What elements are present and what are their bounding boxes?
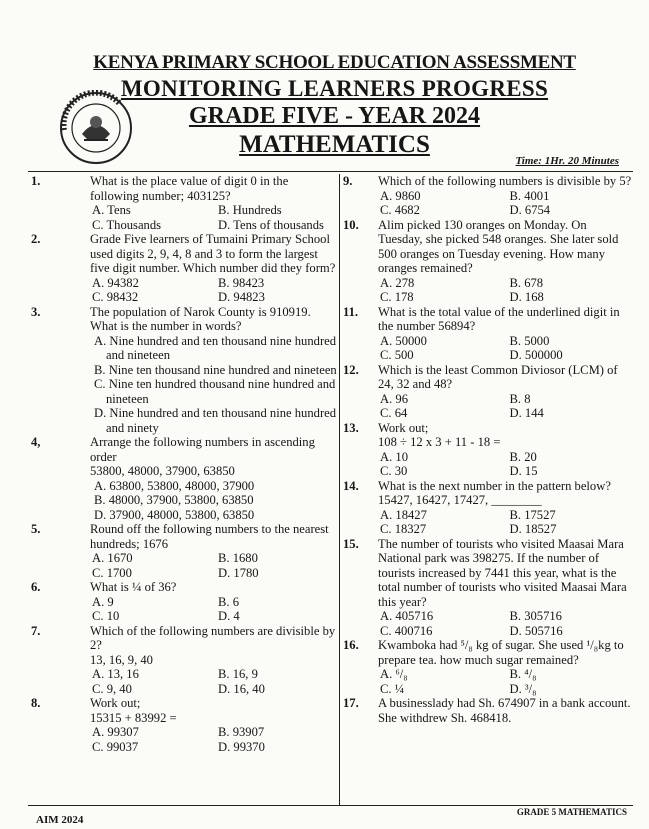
answer-option: A. Nine hundred and ten thousand nine hundred and nineteen: [94, 333, 337, 362]
footer-right: GRADE 5 MATHEMATICS: [516, 807, 627, 817]
question-number: 16.: [343, 638, 359, 652]
answer-option: A. 99307: [92, 725, 139, 739]
answer-option: A. 405716: [380, 609, 434, 623]
question-data: 15427, 16427, 17427, ________: [378, 493, 542, 507]
question-number: 4,: [31, 435, 41, 449]
question-number: 12.: [343, 362, 359, 377]
question-stem: Work out;: [378, 420, 429, 435]
answer-option: C. 18327: [380, 522, 427, 536]
question-stem: Which of the following numbers are divisible by 2?: [90, 623, 336, 652]
question: [28, 624, 338, 697]
question-stem: Kwamboka had ⁵/₈ kg of sugar. She used ¹/₈kg to prepare tea. how much sugar remained?: [378, 638, 624, 667]
question: [341, 363, 633, 421]
answer-option: C. 98432: [92, 290, 139, 304]
question-body: [378, 305, 633, 363]
question: [341, 479, 633, 537]
question-number: 17.: [343, 696, 359, 710]
question-number: 11.: [343, 304, 359, 319]
question-body: [378, 174, 633, 218]
question-body: [90, 522, 338, 580]
question-data: 13, 16, 9, 40: [90, 652, 153, 667]
question-body: [90, 232, 338, 305]
question: [341, 174, 633, 218]
time-allowed: Time: 1Hr. 20 Minutes: [515, 155, 619, 167]
question-stem: What is the place value of digit 0 in the following number; 403125?: [90, 174, 289, 203]
question-number: 8.: [31, 696, 41, 710]
answer-option: A. 9860: [380, 188, 421, 203]
question-body: [90, 305, 338, 436]
answer-option: B. 678: [509, 275, 544, 290]
answer-option: C. 4682: [380, 203, 420, 217]
question-number: 10.: [343, 217, 359, 232]
option-grid: [378, 450, 633, 479]
answer-option: B. 20: [509, 449, 537, 464]
question-stem: Work out;: [90, 696, 141, 710]
question-stem: Which of the following numbers is divisible by 5?: [378, 174, 632, 188]
answer-option: D. 4: [218, 609, 240, 623]
answer-option: C. ¼: [380, 681, 405, 696]
question-body: [378, 218, 633, 305]
answer-option: B. Nine ten thousand nine hundred and nineteen: [94, 362, 337, 377]
answer-option: A. 1670: [92, 551, 133, 565]
answer-option: C. 9, 40: [92, 681, 132, 696]
grade-year-title: GRADE FIVE - YEAR 2024: [188, 103, 481, 129]
answer-option: D. 99370: [218, 739, 265, 754]
question: [28, 305, 338, 436]
question-stem: What is the total value of the underlined digit in the number 56894?: [378, 304, 620, 333]
question-body: [90, 696, 338, 754]
answer-option: C. Nine ten hundred thousand nine hundred and nineteen: [94, 377, 336, 406]
answer-option: A. 10: [380, 449, 408, 464]
answer-option: C. 178: [380, 290, 414, 304]
answer-option: B. 8: [509, 391, 531, 406]
question-data: 53800, 48000, 37900, 63850: [90, 464, 235, 478]
answer-option: B. 16, 9: [218, 667, 258, 681]
answer-option: C. 500: [380, 348, 414, 362]
option-grid: [378, 609, 633, 638]
answer-option: D. Nine hundred and ten thousand nine hundred and ninety: [94, 406, 337, 435]
answer-option: A. 18427: [380, 507, 427, 522]
question-stem: Grade Five learners of Tumaini Primary School used digits 2, 9, 4, 8 and 3 to form the largest five digit number. Which number did they form?: [90, 232, 336, 275]
option-grid: [378, 189, 633, 218]
answer-option: A. 63800, 53800, 48000, 37900: [94, 478, 255, 493]
answer-option: D. 1780: [218, 565, 259, 580]
answer-option: A. 278: [380, 275, 415, 290]
question-number: 7.: [31, 623, 41, 638]
answer-option: A. 94382: [92, 275, 139, 290]
option-list: [90, 479, 338, 523]
right-question-column: [341, 174, 633, 725]
answer-option: D. 168: [509, 290, 544, 304]
answer-option: D. 505716: [509, 623, 563, 638]
answer-option: B. 48000, 37900, 53800, 63850: [94, 493, 254, 507]
question-stem: The number of tourists who visited Maasai Mara National park was 398275. If the number of tourists increased by 7441 this year, what is the total number of tourists who visited Maasai Mara this year?: [378, 536, 627, 609]
answer-option: D. 94823: [218, 290, 265, 304]
option-grid: [90, 276, 338, 305]
question-data: 108 ÷ 12 x 3 + 11 - 18 =: [378, 435, 501, 449]
question-number: 3.: [31, 304, 41, 319]
subject-title: MATHEMATICS: [239, 131, 430, 158]
answer-option: C. Thousands: [92, 217, 162, 232]
question: [28, 435, 338, 522]
answer-option: B. Hundreds: [218, 203, 282, 217]
answer-option: B. ⁴/₈: [509, 667, 537, 681]
option-grid: [378, 334, 633, 363]
answer-option: A. 50000: [380, 333, 427, 348]
column-divider: [339, 174, 340, 805]
question-stem: A businesslady had Sh. 674907 in a bank account. She withdrew Sh. 468418.: [378, 696, 631, 725]
question-number: 2.: [31, 232, 41, 246]
question-body: [90, 435, 338, 522]
question-body: [378, 696, 633, 725]
question-number: 5.: [31, 522, 41, 536]
answer-option: B. 5000: [509, 333, 550, 348]
answer-option: A. ⁶/₈: [380, 667, 408, 681]
answer-option: D. 144: [509, 406, 544, 420]
answer-option: C. 400716: [380, 623, 433, 638]
question: [341, 696, 633, 725]
option-grid: [378, 392, 633, 421]
answer-option: B. 98423: [218, 275, 265, 290]
question: [28, 580, 338, 624]
question-data: 15315 + 83992 =: [90, 710, 177, 725]
question-number: 15.: [343, 536, 359, 551]
question-stem: The population of Narok County is 910919. What is the number in words?: [90, 304, 311, 333]
question-stem: What is ¼ of 36?: [90, 580, 177, 594]
answer-option: D. 500000: [509, 348, 563, 362]
question-body: [378, 421, 633, 479]
option-list: [90, 334, 338, 436]
answer-option: D. ³/₈: [509, 681, 537, 696]
option-grid: [90, 595, 338, 624]
answer-option: A. Tens: [92, 203, 131, 217]
answer-option: B. 305716: [509, 609, 562, 623]
answer-option: A. 13, 16: [92, 667, 139, 681]
question-number: 13.: [343, 420, 359, 435]
answer-option: C. 10: [92, 609, 120, 623]
page-header: [0, 0, 649, 175]
question-number: 1.: [31, 174, 41, 188]
answer-option: D. Tens of thousands: [218, 217, 324, 232]
question-body: [378, 479, 633, 537]
program-title: MONITORING LEARNERS PROGRESS: [120, 76, 549, 101]
question-number: 14.: [343, 478, 359, 493]
footer-left: AIM 2024: [36, 814, 84, 826]
question-stem: What is the next number in the pattern below?: [378, 478, 611, 493]
option-grid: [378, 667, 633, 696]
question-body: [378, 363, 633, 421]
answer-option: D. 15: [509, 464, 538, 478]
question: [341, 218, 633, 305]
question: [28, 522, 338, 580]
question: [28, 174, 338, 232]
question: [28, 696, 338, 754]
question-body: [90, 174, 338, 232]
question-body: [90, 624, 338, 697]
bottom-rule: [28, 805, 633, 806]
option-grid: [378, 508, 633, 537]
answer-option: B. 17527: [509, 507, 556, 522]
answer-option: A. 9: [92, 594, 114, 609]
answer-option: D. 6754: [509, 203, 551, 217]
assessment-title: KENYA PRIMARY SCHOOL EDUCATION ASSESSMENT: [93, 52, 576, 73]
question-body: [378, 537, 633, 639]
question-stem: Round off the following numbers to the nearest hundreds; 1676: [90, 522, 329, 551]
option-grid: [90, 551, 338, 580]
question: [341, 638, 633, 696]
question-number: 9.: [343, 174, 353, 188]
answer-option: D. 37900, 48000, 53800, 63850: [94, 507, 255, 522]
answer-option: B. 4001: [509, 188, 550, 203]
option-grid: [90, 725, 338, 754]
option-grid: [378, 276, 633, 305]
answer-option: D. 16, 40: [218, 681, 265, 696]
option-grid: [90, 667, 338, 696]
left-question-column: [28, 174, 338, 754]
question: [341, 305, 633, 363]
top-rule: [28, 171, 633, 172]
answer-option: B. 1680: [218, 551, 258, 565]
answer-option: B. 93907: [218, 725, 265, 739]
answer-option: B. 6: [218, 594, 239, 609]
answer-option: C. 30: [380, 464, 408, 478]
answer-option: C. 1700: [92, 565, 132, 580]
question: [28, 232, 338, 305]
question-number: 6.: [31, 580, 41, 594]
question-stem: Arrange the following numbers in ascending order: [90, 435, 315, 464]
question-body: [378, 638, 633, 696]
question-stem: Which is the least Common Diviosor (LCM) of 24, 32 and 48?: [378, 362, 618, 391]
question-body: [90, 580, 338, 624]
answer-option: C. 64: [380, 406, 408, 420]
answer-option: D. 18527: [509, 522, 557, 536]
question: [341, 421, 633, 479]
question-stem: Alim picked 130 oranges on Monday. On Tuesday, she picked 548 oranges. She later sold 500 oranges on Tuesday evening. How many oranges remained?: [378, 217, 619, 275]
question: [341, 537, 633, 639]
option-grid: [90, 203, 338, 232]
answer-option: C. 99037: [92, 739, 139, 754]
answer-option: A. 96: [380, 391, 408, 406]
